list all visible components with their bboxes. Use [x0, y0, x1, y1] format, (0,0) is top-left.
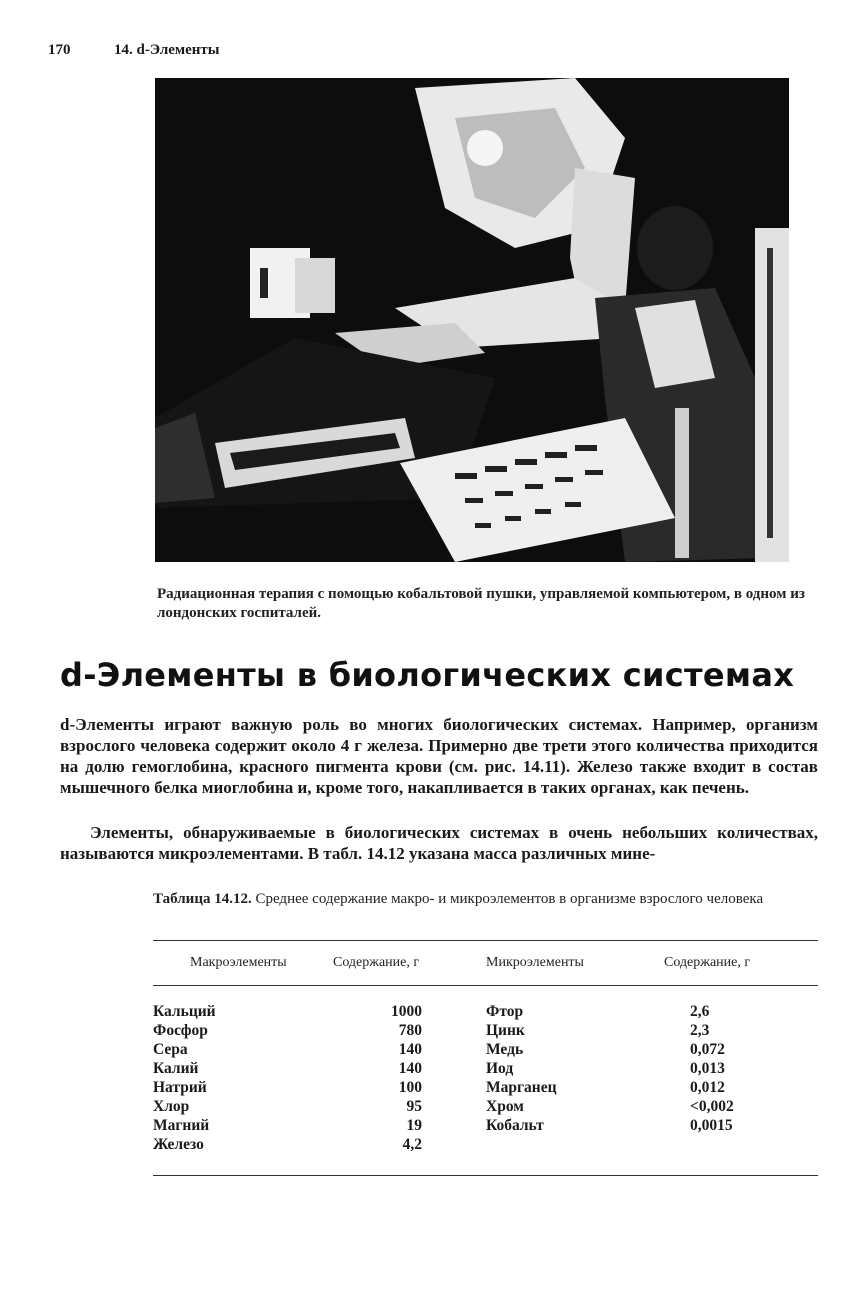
micro-content: 2,3: [690, 1022, 710, 1039]
table-row: [0, 1116, 861, 1135]
table-row: [0, 1135, 861, 1154]
macro-element: Магний: [153, 1117, 210, 1134]
micro-element: Хром: [486, 1098, 524, 1115]
table-row: [0, 1002, 861, 1021]
micro-element: Марганец: [486, 1079, 557, 1096]
micro-content: 0,012: [690, 1079, 725, 1096]
macro-content: 140: [398, 1041, 422, 1058]
macro-content: 1000: [391, 1003, 422, 1020]
header-micro-content: Содержание, г: [664, 955, 751, 970]
figure-caption: Радиационная терапия с помощью кобальтовой пушки, управляемой компьютером, в одном из лондонских госпиталей.: [157, 586, 805, 621]
macro-element: Хлор: [153, 1098, 190, 1115]
micro-content: 2,6: [690, 1003, 710, 1020]
macro-element: Фосфор: [153, 1022, 208, 1039]
header-macro: Макроэлементы: [190, 955, 287, 970]
micro-content: 0,013: [690, 1060, 725, 1077]
micro-element: Иод: [486, 1060, 514, 1077]
macro-content: 19: [406, 1117, 422, 1134]
running-head: [48, 42, 219, 59]
table-bottom-rule: [153, 1175, 818, 1176]
table-row: [0, 1021, 861, 1040]
header-macro-content: Содержание, г: [333, 955, 420, 970]
table-row: [0, 1078, 861, 1097]
body-paragraph-2: Элементы, обнаруживаемые в биологических системах в очень небольших количествах, называются микроэлементами. В табл. 14.12 указана масса различных мине-: [60, 823, 818, 863]
page-number: 170: [48, 42, 71, 58]
micro-element: Цинк: [486, 1022, 525, 1039]
chapter-title: 14. d-Элементы: [114, 42, 220, 58]
micro-element: Медь: [486, 1041, 524, 1058]
macro-content: 780: [398, 1022, 422, 1039]
section-title: d-Элементы в биологических системах: [60, 656, 795, 694]
macro-element: Железо: [153, 1136, 204, 1153]
micro-element: Кобальт: [486, 1117, 544, 1134]
table-label: Таблица 14.12.: [153, 891, 252, 907]
table-top-rule: [153, 940, 818, 941]
table-row: [0, 1097, 861, 1116]
table-row: [0, 1040, 861, 1059]
table-title: Среднее содержание макро- и микроэлементов в организме взрослого человека: [255, 891, 764, 907]
micro-content: 0,072: [690, 1041, 725, 1058]
macro-content: 100: [398, 1079, 422, 1096]
macro-element: Сера: [153, 1041, 188, 1058]
photo-illustration: [155, 78, 789, 562]
table-header-rule: [153, 985, 818, 986]
micro-content: 0,0015: [690, 1117, 733, 1134]
header-micro: Микроэлементы: [486, 955, 584, 970]
table-caption: [153, 890, 821, 909]
body-paragraph-1: d-Элементы играют важную роль во многих биологических системах. Например, организм взрослого человека содержит около 4 г железа. Примерно две трети этого количества приходится на долю гемоглобина, красного пигмента крови (см. рис. 14.11). Железо также входит в состав мышечного белка миоглобина и, кроме того, накапливается в таких органах, как печень.: [60, 715, 818, 797]
macro-content: 140: [398, 1060, 422, 1077]
macro-element: Калий: [153, 1060, 199, 1077]
table-row: [0, 1059, 861, 1078]
macro-content: 95: [406, 1098, 422, 1115]
micro-content: <0,002: [690, 1098, 734, 1115]
macro-element: Натрий: [153, 1079, 207, 1096]
radiation-therapy-photo: [155, 78, 789, 562]
macro-content: 4,2: [402, 1136, 422, 1153]
macro-element: Кальций: [153, 1003, 216, 1020]
micro-element: Фтор: [486, 1003, 524, 1020]
